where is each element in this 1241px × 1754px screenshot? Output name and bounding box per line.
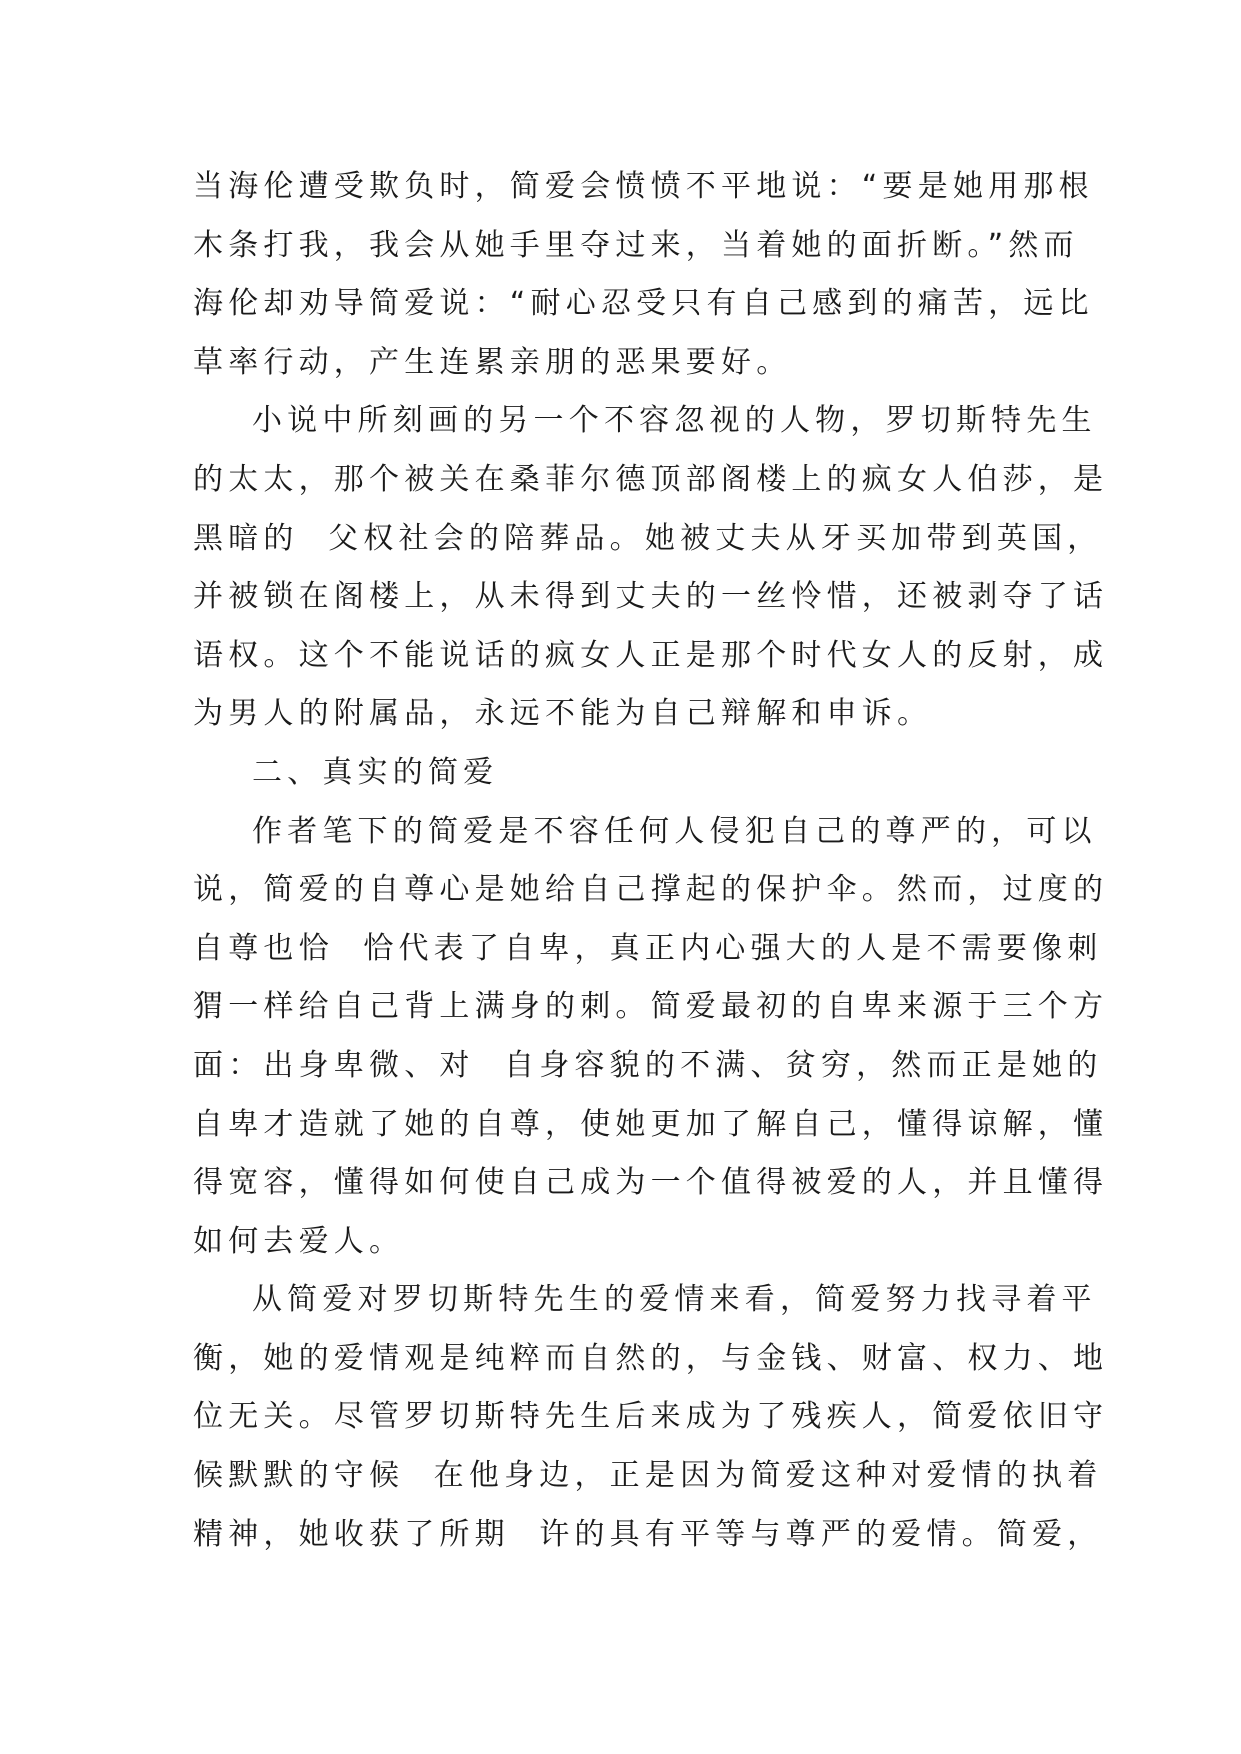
text-line: 海伦却劝导简爱说：“耐心忍受只有自己感到的痛苦，远比 bbox=[193, 286, 1094, 322]
text-line: 候默默的守候 在他身边，正是因为简爱这种对爱情的执着 bbox=[193, 1458, 1103, 1494]
text-line: 从简爱对罗切斯特先生的爱情来看，简爱努力找寻着平 bbox=[193, 1282, 1097, 1318]
text-line: 小说中所刻画的另一个不容忽视的人物，罗切斯特先生 bbox=[193, 403, 1097, 439]
text-line: 语权。这个不能说话的疯女人正是那个时代女人的反射，成 bbox=[193, 637, 1109, 673]
text-line: 如何去爱人。 bbox=[193, 1223, 405, 1259]
text-line: 自卑才造就了她的自尊，使她更加了解自己，懂得谅解，懂 bbox=[193, 1106, 1109, 1142]
body-text bbox=[193, 158, 1109, 1564]
text-line: 自尊也恰 恰代表了自卑，真正内心强大的人是不需要像刺 bbox=[193, 930, 1103, 966]
text-line: 衡，她的爱情观是纯粹而自然的，与金钱、财富、权力、地 bbox=[193, 1340, 1109, 1376]
text-line: 并被锁在阁楼上，从未得到丈夫的一丝怜惜，还被剥夺了话 bbox=[193, 579, 1109, 615]
text-line: 黑暗的 父权社会的陪葬品。她被丈夫从牙买加带到英国， bbox=[193, 520, 1103, 556]
text-line: 位无关。尽管罗切斯特先生后来成为了残疾人，简爱依旧守 bbox=[193, 1399, 1109, 1435]
text-line: 猬一样给自己背上满身的刺。简爱最初的自卑来源于三个方 bbox=[193, 989, 1109, 1025]
text-line: 得宽容，懂得如何使自己成为一个值得被爱的人，并且懂得 bbox=[193, 1165, 1109, 1201]
text-line: 当海伦遭受欺负时，简爱会愤愤不平地说：“要是她用那根 bbox=[193, 169, 1094, 204]
text-line: 的太太，那个被关在桑菲尔德顶部阁楼上的疯女人伯莎，是 bbox=[193, 461, 1109, 497]
text-line: 草率行动，产生连累亲朋的恶果要好。 bbox=[193, 344, 792, 380]
text-line: 作者笔下的简爱是不容任何人侵犯自己的尊严的，可以 bbox=[193, 813, 1097, 849]
text-line: 面：出身卑微、对 自身容貌的不满、贫穷，然而正是她的 bbox=[193, 1047, 1103, 1083]
text-line: 为男人的附属品，永远不能为自己辩解和申诉。 bbox=[193, 696, 933, 732]
text-line: 精神，她收获了所期 许的具有平等与尊严的爱情。简爱， bbox=[193, 1516, 1103, 1552]
text-line: 木条打我，我会从她手里夺过来，当着她的面折断。”然而 bbox=[193, 227, 1079, 263]
section-heading: 二、真实的简爱 bbox=[193, 754, 499, 790]
text-line: 说，简爱的自尊心是她给自己撑起的保护伞。然而，过度的 bbox=[193, 872, 1109, 908]
